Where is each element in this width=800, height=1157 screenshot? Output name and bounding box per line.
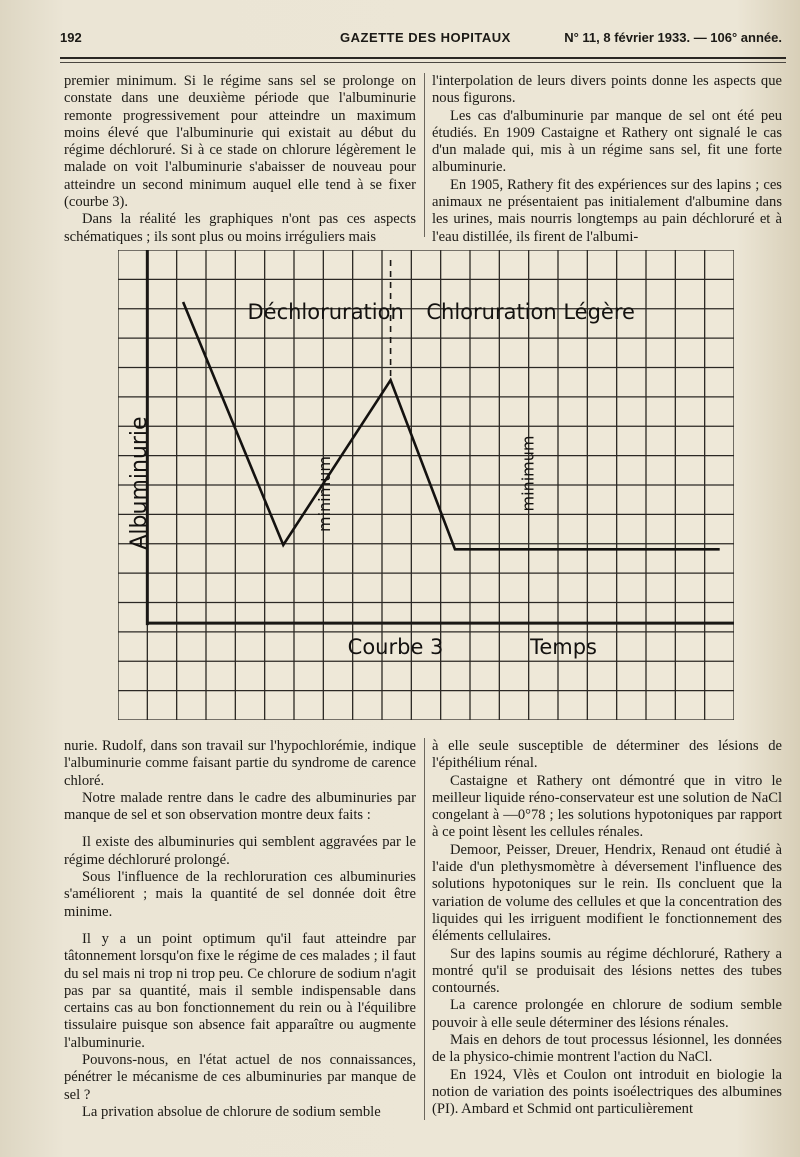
- paragraph: La carence prolongée en chlorure de sodium semble pouvoir à elle seule déterminer des lésions rénales.: [432, 997, 782, 1031]
- header-rule: [60, 57, 786, 59]
- paragraph: Demoor, Peisser, Dreuer, Hendrix, Renaud ont étudié à l'aide d'un plethysmomètre à déversement l'influence des solutions hypotoniques sur le rein. Ils concluent que la variation de volume des cellules et que la concentration des liquides qui les irriguent modifient le fonctionnement des éléments cellulaires.: [432, 841, 782, 945]
- paragraph: En 1924, Vlès et Coulon ont introduit en biologie la notion de variation des points isoélectriques des albumines (PI). Ambard et Schmid ont particulièrement: [432, 1066, 782, 1118]
- phase1-label: Déchloruration: [247, 300, 404, 325]
- albuminuria-chart: [118, 250, 734, 720]
- paragraph: Il y a un point optimum qu'il faut atteindre par tâtonnement lorsqu'on fixe le régime de ces malades ; il faut du sel mais ni trop ni trop peu. Ce chlorure de sodium n'agit pas par sa quantité, mais il semble indispensable dans certains cas au bon fonctionnement du rein ou à l'équilibre tissulaire puisque son absence fait apparaître ou augmente l'albuminurie.: [64, 930, 416, 1051]
- paragraph: La privation absolue de chlorure de sodium semble: [82, 1103, 381, 1120]
- header-rule-thin: [60, 62, 786, 63]
- paragraph: Pouvons-nous, en l'état actuel de nos connaissances, pénétrer le mécanisme de ces albuminuries par manque de sel ?: [64, 1052, 416, 1103]
- left-column-top: [64, 73, 416, 246]
- y-axis-label: Albuminurie: [127, 416, 152, 550]
- right-column-top: [432, 73, 782, 246]
- paragraph: Sur des lapins soumis au régime déchloruré, Rathery a montré qu'il se produisait des lésions nettes des tubes contournés.: [432, 945, 782, 997]
- phase2-label: Chloruration Légère: [426, 300, 635, 325]
- paragraph: Sous l'influence de la rechloruration ces albuminuries s'améliorent ; mais la quantité de sel donnée doit être minime.: [64, 869, 416, 920]
- paragraph: Mais en dehors de tout processus lésionnel, les données de la physico-chimie montrent l'action du NaCl.: [432, 1032, 782, 1066]
- running-header: [60, 30, 782, 50]
- paragraph: Notre malade rentre dans le cadre des albuminuries par manque de sel et son observation montre deux faits :: [64, 789, 416, 824]
- paragraph: Dans la réalité les graphiques n'ont pas ces aspects schématiques ; ils sont plus ou moins irréguliers mais: [64, 211, 416, 245]
- right-column-bottom: [432, 738, 782, 1119]
- chart-svg: [118, 250, 734, 720]
- paragraph: Il existe des albuminuries qui semblent aggravées par le régime déchloruré prolongé.: [64, 834, 416, 868]
- column-divider: [424, 73, 425, 237]
- paragraph: premier minimum. Si le régime sans sel se prolonge on constate dans une deuxième période que l'albuminurie remonte progressivement pour atteindre un maximum moins élevé que l'albuminurie qui existait au début du régime déchloruré. Si à ce stade on chlorure légèrement le malade on voit l'albuminurie s'abaisser de nouveau pour atteindre un second minimum auquel elle tend à se fixer (courbe 3).: [64, 73, 416, 211]
- minimum-label-1: minimum: [314, 456, 334, 532]
- paragraph: à elle seule susceptible de déterminer des lésions de l'épithélium rénal.: [432, 738, 782, 772]
- issue-info: N° 11, 8 février 1933. — 106° année.: [564, 30, 782, 45]
- paragraph: nurie. Rudolf, dans son travail sur l'hypochlorémie, indique l'albuminurie comme faisant partie du syndrome de carence chloré.: [64, 738, 416, 789]
- paragraph: l'interpolation de leurs divers points donne les aspects que nous figurons.: [432, 73, 782, 107]
- paragraph: Les cas d'albuminurie par manque de sel ont été peu étudiés. En 1909 Castaigne et Rathery ont signalé le cas d'un malade qui, mis à un régime sans sel, fit une forte albuminurie.: [432, 107, 782, 176]
- paragraph: Castaigne et Rathery ont démontré que in vitro le meilleur liquide réno-conservateur est une solution de NaCl congelant à —0°78 ; les solutions hypotoniques par rapport à ce point lèsent les cellules rénales.: [432, 772, 782, 841]
- journal-title: GAZETTE DES HOPITAUX: [340, 30, 511, 45]
- minimum-label-2: minimum: [518, 435, 538, 512]
- x-axis-label: Temps: [530, 634, 598, 659]
- chart-caption: Courbe 3: [347, 634, 444, 659]
- left-column-bottom: [64, 738, 416, 1121]
- paragraph: En 1905, Rathery fit des expériences sur des lapins ; ces animaux ne présentaient pas initialement d'albumine dans les urines, mais nourris longtemps au pain déchloruré et à l'eau distillée, ils firent de l'albumi-: [432, 176, 782, 245]
- column-divider: [424, 738, 425, 1120]
- page-number: 192: [60, 30, 82, 45]
